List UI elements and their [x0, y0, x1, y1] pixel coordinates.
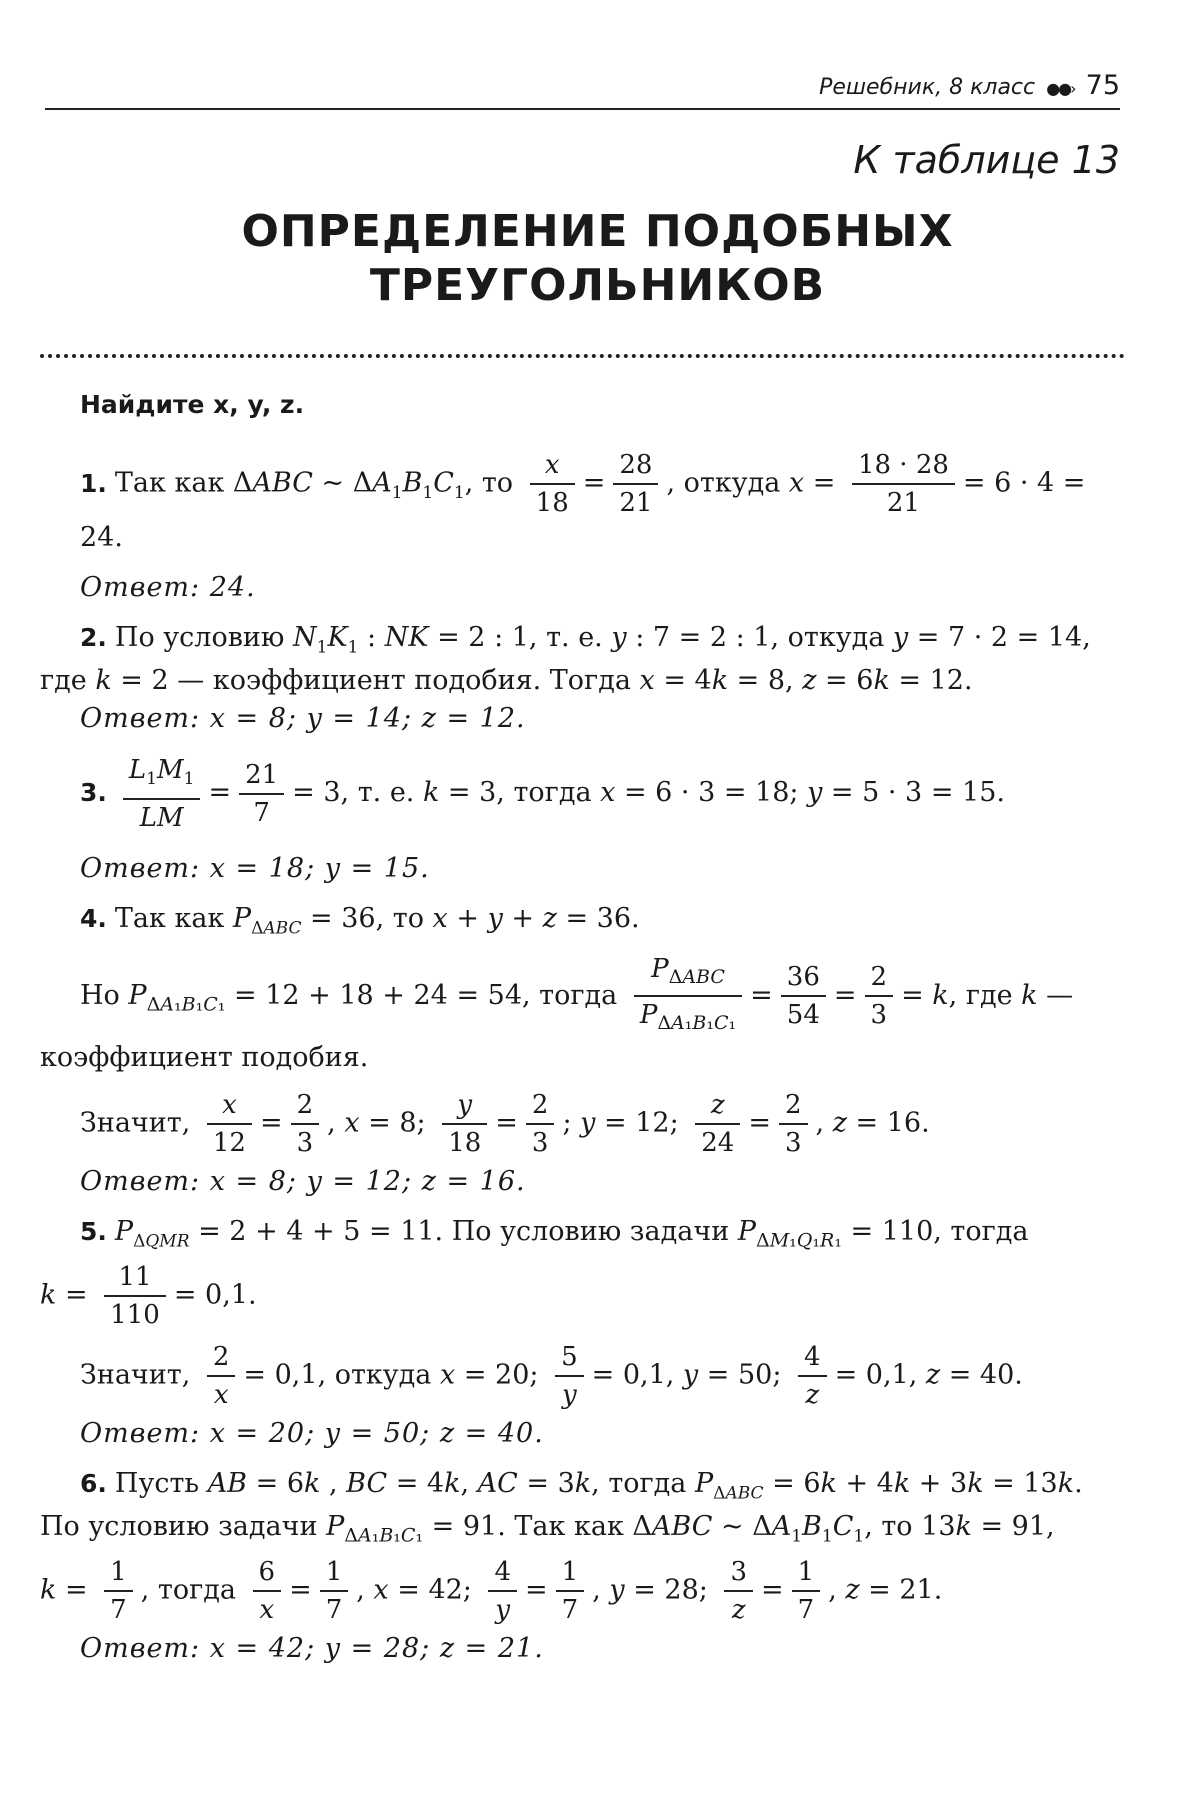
fraction: $\frac{2}{3}$: [865, 959, 894, 1033]
fraction: $\frac{2}{x}$: [207, 1339, 236, 1413]
solution-number: 2.: [80, 623, 107, 652]
solution-2: 2. По условию $N_1K_1$ : NK = 2 : 1, т. е. y : 7 = 2 : 1, откуда y = 7 · 2 = 14, где k = 2 — коэффициент подобия. Тогда x = 4k = 8, z = 6k = 12.: [40, 622, 1091, 697]
solution-4-values: Значит, $\frac{x}{12}$ = $\frac{2}{3}$ , x = 8; $\frac{y}{18}$ = $\frac{2}{3}$ ; y = 12; $\frac{z}{24}$ = $\frac{2}{3}$ , z = 16.: [40, 1087, 1125, 1161]
fraction: $\frac{x}{12}$: [207, 1087, 252, 1161]
fraction: $\frac{2}{3}$: [526, 1087, 555, 1161]
solution-number: 4.: [80, 903, 107, 933]
running-header: [45, 70, 1120, 110]
fraction: $\frac{18 \cdot 28}{21}$: [852, 447, 955, 521]
title-line-1: ОПРЕДЕЛЕНИЕ ПОДОБНЫХ: [241, 206, 954, 257]
fraction: $\frac{P_{\Delta ABC}}{P_{\Delta A_1B_1C_1}}$: [634, 951, 742, 1041]
answer-4: Ответ: x = 8; y = 12; z = 16.: [80, 1166, 526, 1198]
solution-number: 5.: [80, 1217, 107, 1247]
solution-4: 4. Так как $P_{\Delta ABC} = 36$, то x + y + z = 36.: [80, 902, 640, 938]
page-title: [150, 205, 1045, 313]
fraction: $\frac{1}{7}$: [792, 1554, 821, 1628]
fraction: $\frac{L_1M_1}{LM}$: [123, 752, 201, 835]
fraction: $\frac{1}{7}$: [556, 1554, 585, 1628]
fraction: $\frac{4}{y}$: [488, 1554, 517, 1628]
solutions: [40, 390, 1125, 1682]
fraction: $\frac{21}{7}$: [239, 757, 284, 831]
fraction: $\frac{5}{y}$: [555, 1339, 584, 1413]
page-number: 75: [1085, 70, 1120, 101]
answer-2: Ответ: x = 8; y = 14; z = 12.: [80, 703, 526, 735]
header-dots-icon: ●●›: [1046, 79, 1075, 98]
fraction: $\frac{6}{x}$: [253, 1554, 282, 1628]
solution-number: 6.: [80, 1468, 107, 1498]
fraction: $\frac{36}{54}$: [781, 959, 826, 1033]
fraction: $\frac{28}{21}$: [613, 447, 658, 521]
fraction: $\frac{2}{3}$: [291, 1087, 320, 1161]
task-statement: Найдите x, y, z.: [80, 390, 305, 419]
answer-6: Ответ: x = 42; y = 28; z = 21.: [80, 1632, 544, 1664]
solution-5: 5. $P_{\Delta QMR} = 2 + 4 + 5 = 11$. По условию задачи $P_{\Delta M_1Q_1R_1} = 110$, тогда k = $\frac{11}{110}$ = 0,1.: [40, 1215, 1125, 1332]
solution-number: 3.: [80, 778, 107, 808]
fraction: $\frac{x}{18}$: [530, 447, 575, 521]
answer-1: Ответ: 24.: [80, 572, 256, 603]
book-title: Решебник, 8 класс: [819, 75, 1036, 100]
solution-6: 6. Пусть AB = 6k , BC = 4k, AC = 3k, тогда $P_{\Delta ABC} = 6k + 4k + 3k = 13k$. По условию задачи $P_{\Delta A_1B_1C_1} = 91$. Так как ΔABC ~ $\Delta A_1B_1C_1$, то 13k = 91, k = $\frac{1}{7}$ , тогда $\frac{6}{x}$ = $\frac{1}{7}$ , x = 42; $\frac{4}{y}$ = $\frac{1}{7}$ , y = 28; $\frac{3}{z}$ = $\frac{1}{7}$ , z = 21.: [40, 1467, 1125, 1628]
fraction: $\frac{4}{z}$: [798, 1339, 827, 1413]
solution-4-cont: Но $P_{\Delta A_1B_1C_1} = 12 + 18 + 24 = 54$, тогда $\frac{P_{\Delta ABC}}{P_{\Delta A_1B_1C_1}}$ = $\frac{36}{54}$ = $\frac{2}{3}$ = k, где k — коэффициент подобия.: [40, 951, 1125, 1075]
fraction: $\frac{1}{7}$: [104, 1554, 133, 1628]
answer-3: Ответ: x = 18; y = 15.: [80, 852, 430, 884]
fraction: $\frac{3}{z}$: [724, 1554, 753, 1628]
fraction: $\frac{y}{18}$: [442, 1087, 487, 1161]
solution-number: 1.: [80, 468, 107, 498]
solution-3: 3. $\frac{L_1M_1}{LM}$ = $\frac{21}{7}$ = 3, т. е. k = 3, тогда x = 6 · 3 = 18; y = 5 · 3 = 15.: [40, 752, 1125, 835]
solution-5-values: Значит, $\frac{2}{x}$ = 0,1, откуда x = 20; $\frac{5}{y}$ = 0,1, y = 50; $\frac{4}{z}$ = 0,1, z = 40.: [40, 1339, 1125, 1413]
solution-1: 1. Так как ΔABC ~ $\Delta A_1B_1C_1$, то $\frac{x}{18}$ = $\frac{28}{21}$ , откуда x = $\frac{18 \cdot 28}{21}$ = 6 · 4 = 24.: [40, 447, 1125, 555]
dotted-divider: [40, 354, 1125, 358]
fraction: $\frac{2}{3}$: [779, 1087, 808, 1161]
fraction: $\frac{1}{7}$: [320, 1554, 349, 1628]
table-reference: К таблице 13: [853, 138, 1120, 182]
answer-5: Ответ: x = 20; y = 50; z = 40.: [80, 1417, 544, 1449]
title-line-2: ТРЕУГОЛЬНИКОВ: [369, 260, 826, 311]
fraction: $\frac{z}{24}$: [695, 1087, 740, 1161]
fraction: $\frac{11}{110}$: [104, 1259, 166, 1333]
